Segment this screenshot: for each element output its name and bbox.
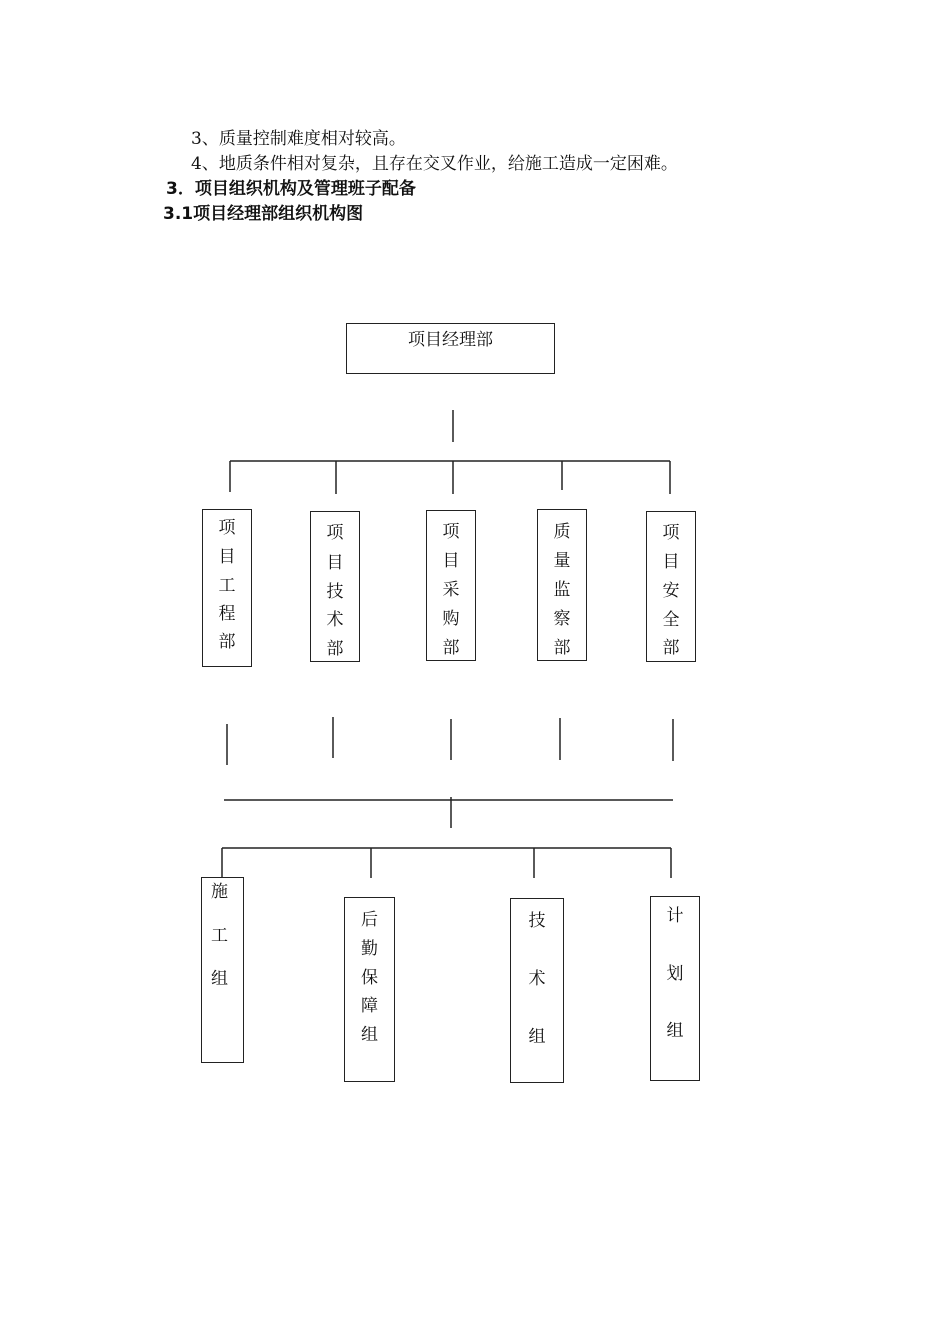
group-box [201, 877, 244, 1063]
department-box [537, 509, 587, 661]
department-box [202, 509, 252, 667]
section-heading-3: 3．项目组织机构及管理班子配备 [166, 179, 416, 199]
department-label-char: 目 [442, 551, 460, 571]
department-label-char: 部 [553, 638, 571, 658]
org-root-box [346, 323, 555, 374]
group-label-char: 组 [361, 1025, 378, 1045]
department-label-char: 项 [442, 522, 460, 542]
department-label-char: 技 [326, 582, 344, 602]
group-label-char: 划 [666, 964, 684, 984]
department-label-char: 监 [553, 580, 571, 600]
department-label-char: 部 [442, 638, 460, 658]
group-box [344, 897, 395, 1082]
department-label-char: 部 [662, 638, 680, 658]
department-label-char: 购 [442, 609, 460, 629]
group-label-char: 技 [528, 911, 546, 931]
department-label-char: 程 [218, 604, 236, 624]
group-label-char: 障 [361, 996, 378, 1016]
department-box [646, 511, 696, 662]
department-box [310, 511, 360, 662]
group-label-char: 勤 [361, 939, 378, 959]
org-root-label: 项目经理部 [408, 330, 493, 350]
department-label-char: 项 [662, 523, 680, 543]
group-label-char: 后 [361, 910, 378, 930]
department-label-char: 项 [326, 523, 344, 543]
list-item-3: 3、质量控制难度相对较高。 [191, 129, 406, 149]
group-label-char: 术 [528, 969, 546, 989]
group-label-char: 工 [211, 926, 228, 946]
department-label-char: 目 [662, 552, 680, 572]
department-label-char: 察 [553, 609, 571, 629]
group-label-char: 保 [361, 968, 378, 988]
group-box [510, 898, 564, 1083]
department-label-char: 采 [442, 580, 460, 600]
department-label-char: 项 [218, 518, 236, 538]
group-label-char: 组 [528, 1027, 546, 1047]
department-label-char: 工 [218, 576, 236, 596]
department-label-char: 质 [553, 522, 571, 542]
department-label-char: 部 [326, 639, 344, 659]
group-label-char: 计 [666, 906, 684, 926]
department-label-char: 量 [553, 551, 571, 571]
department-label-char: 全 [662, 610, 680, 630]
group-box [650, 896, 700, 1081]
department-label-char: 目 [218, 547, 236, 567]
department-label-char: 术 [326, 610, 344, 630]
department-label-char: 目 [326, 553, 344, 573]
group-label-char: 施 [211, 882, 228, 902]
list-item-4: 4、地质条件相对复杂，且存在交叉作业，给施工造成一定困难。 [191, 154, 678, 174]
section-heading-3-1: 3.1项目经理部组织机构图 [163, 204, 364, 224]
group-label-char: 组 [666, 1021, 684, 1041]
group-label-char: 组 [211, 969, 228, 989]
department-box [426, 510, 476, 661]
department-label-char: 安 [662, 581, 680, 601]
department-label-char: 部 [218, 632, 236, 652]
